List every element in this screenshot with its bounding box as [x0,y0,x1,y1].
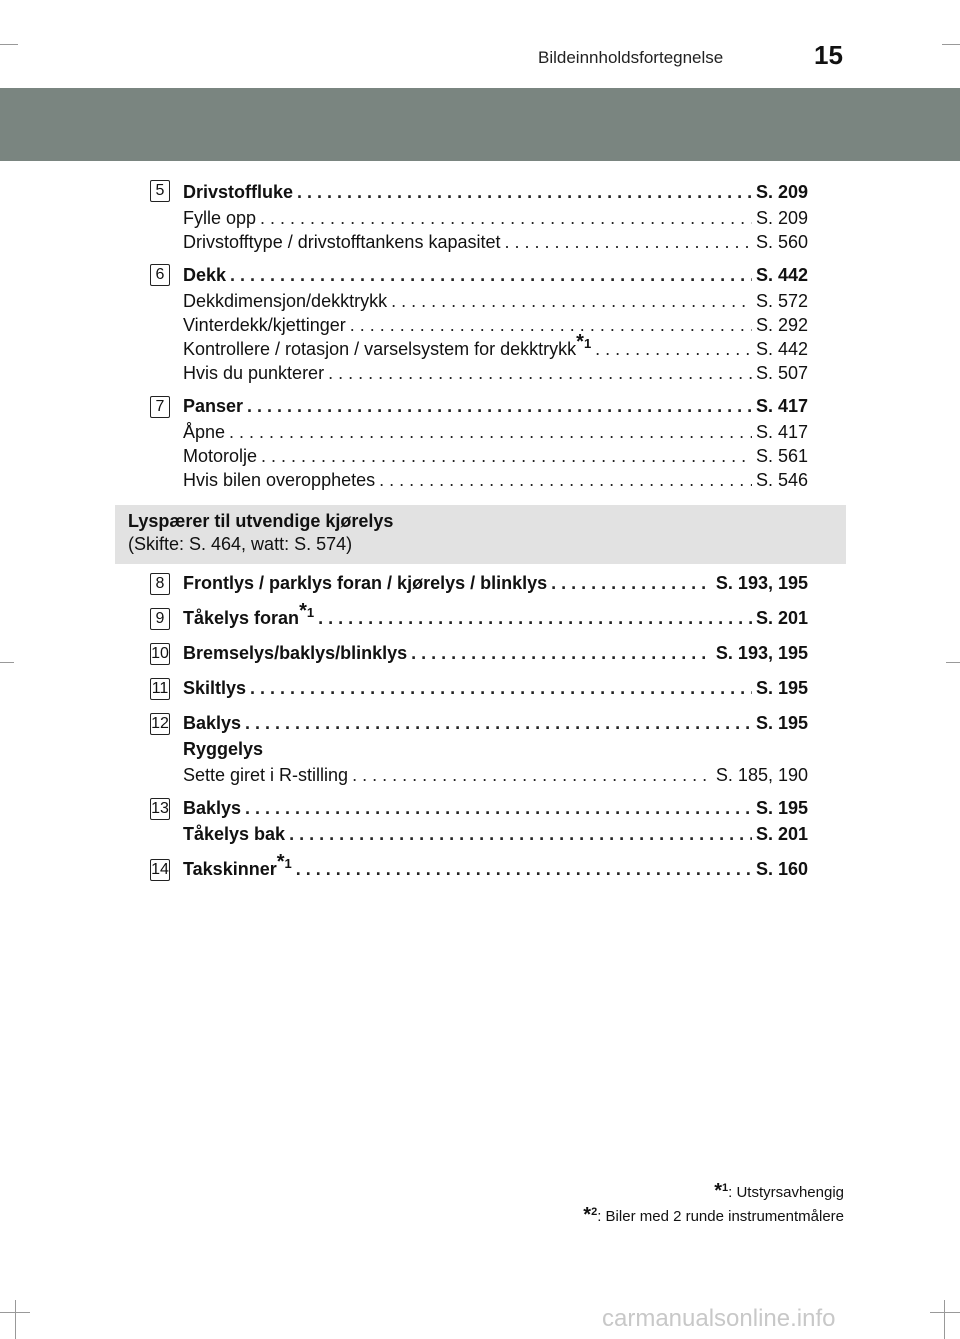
toc-row[interactable] [183,289,808,313]
leader-dots [245,796,752,820]
subsection-header [115,505,846,564]
leader-dots [296,857,752,881]
subsection-title: Lyspærer til utvendige kjørelys [128,511,394,531]
toc-label: Vinterdekk/kjettinger [183,315,346,335]
toc-row[interactable] [183,676,808,700]
callout-number: 5 [150,180,170,202]
crop-mark [944,1300,945,1339]
toc-row[interactable] [183,444,808,468]
page-ref: S. 185, 190 [715,765,808,785]
page-ref: S. 201 [755,824,808,844]
toc-label: Skiltlys [183,678,247,698]
toc-label: Drivstoffluke [183,182,294,202]
leader-dots [247,394,752,418]
page-ref: S. 417 [755,396,808,416]
toc-entry [183,641,808,665]
callout-number: 12 [150,713,170,735]
toc-row[interactable] [183,263,808,287]
toc-label: Takskinner [183,859,277,879]
toc-row[interactable] [183,230,808,254]
page-ref: S. 572 [755,291,808,311]
leader-dots [551,571,712,595]
callout-number: 10 [150,643,170,665]
leader-dots [379,468,752,492]
toc-row[interactable] [183,851,808,881]
toc-entry [183,263,808,385]
leader-dots [297,180,752,204]
leader-dots [411,641,712,665]
page-ref: S. 209 [755,208,808,228]
leader-dots [595,337,752,361]
leader-dots [260,206,752,230]
toc-entry [183,676,808,700]
subsection-subtitle: (Skifte: S. 464, watt: S. 574) [128,534,353,554]
callout-number: 11 [150,678,170,700]
toc-entry [183,796,808,846]
page-ref: S. 442 [755,265,808,285]
leader-dots [261,444,752,468]
footnote-ref: *1 [576,331,592,353]
leader-dots [350,313,752,337]
crop-mark [0,44,18,45]
toc-row[interactable] [183,641,808,665]
toc-row[interactable] [183,420,808,444]
toc-row[interactable] [183,571,808,595]
leader-dots [250,676,752,700]
footnote-ref: *1 [299,600,315,622]
callout-number: 14 [150,859,170,881]
toc-entry [183,711,808,787]
page-ref: S. 193, 195 [715,573,808,593]
leader-dots [245,711,752,735]
crop-mark [930,1312,960,1313]
toc-row[interactable] [183,206,808,230]
toc-label: Dekkdimensjon/dekktrykk [183,291,388,311]
footnote-2: *$^2$: Biler med 2 runde instrumentmålere [583,1204,844,1226]
toc-label: Hvis du punkterer [183,363,325,383]
callout-number: 6 [150,264,170,286]
page-ref: S. 195 [755,798,808,818]
toc-label: Dekk [183,265,227,285]
page-ref: S. 209 [755,182,808,202]
toc-label: Fylle opp [183,208,257,228]
toc-entry [183,571,808,595]
page-ref: S. 195 [755,713,808,733]
toc-label: Panser [183,396,244,416]
toc-row[interactable] [183,822,808,846]
callout-number: 13 [150,798,170,820]
toc-label: Frontlys / parklys foran / kjørelys / blinklys [183,573,548,593]
leader-dots [328,361,752,385]
page-ref: S. 442 [755,339,808,359]
callout-number: 9 [150,608,170,630]
page-ref: S. 546 [755,470,808,490]
toc-row[interactable] [183,468,808,492]
page-ref: S. 507 [755,363,808,383]
crop-mark [0,662,14,663]
toc-label: Ryggelys [183,739,264,759]
toc-label: Kontrollere / rotasjon / varselsystem for dekktrykk [183,339,577,359]
page-ref: S. 201 [755,608,808,628]
page-ref: S. 560 [755,232,808,252]
toc-row [183,737,808,761]
toc-entry [183,394,808,492]
toc-label: Bremselys/baklys/blinklys [183,643,408,663]
toc-row[interactable] [183,763,808,787]
page-ref: S. 561 [755,446,808,466]
toc-label: Hvis bilen overopphetes [183,470,376,490]
toc-label: Baklys [183,798,242,818]
toc-label: Drivstofftype / drivstofftankens kapasitet [183,232,501,252]
crop-mark [15,1300,16,1339]
leader-dots [230,263,752,287]
toc-label: Tåkelys foran [183,608,300,628]
toc-row[interactable] [183,313,808,337]
toc-label: Tåkelys bak [183,824,286,844]
leader-dots [289,822,752,846]
toc-label: Åpne [183,422,226,442]
page-ref: S. 417 [755,422,808,442]
toc-row[interactable] [183,180,808,204]
toc-row[interactable] [183,796,808,820]
toc-entry [183,851,808,881]
toc-entry [183,180,808,254]
toc-row[interactable] [183,600,808,630]
crop-mark [942,44,960,45]
leader-dots [352,763,712,787]
header-title: Bildeinnholdsfortegnelse [538,48,724,67]
footnote-1: *$^1$: Utstyrsavhengig [714,1180,844,1202]
leader-dots [391,289,752,313]
toc-row[interactable] [183,331,808,361]
watermark: carmanualsonline.info [602,1305,836,1332]
page-ref: S. 193, 195 [715,643,808,663]
toc-row[interactable] [183,394,808,418]
crop-mark [946,662,960,663]
toc-entry [183,600,808,630]
toc-label: Baklys [183,713,242,733]
leader-dots [229,420,752,444]
toc-label: Motorolje [183,446,258,466]
page-ref: S. 195 [755,678,808,698]
leader-dots [318,606,752,630]
page-number: 15 [814,40,843,70]
header-band [0,88,960,161]
toc-label: Sette giret i R-stilling [183,765,349,785]
leader-dots [505,230,752,254]
callout-number: 7 [150,396,170,418]
page-ref: S. 292 [755,315,808,335]
footnote-ref: *1 [276,851,292,873]
page-ref: S. 160 [755,859,808,879]
footnotes [583,1180,844,1228]
toc-row[interactable] [183,711,808,735]
toc-row[interactable] [183,361,808,385]
callout-number: 8 [150,573,170,595]
